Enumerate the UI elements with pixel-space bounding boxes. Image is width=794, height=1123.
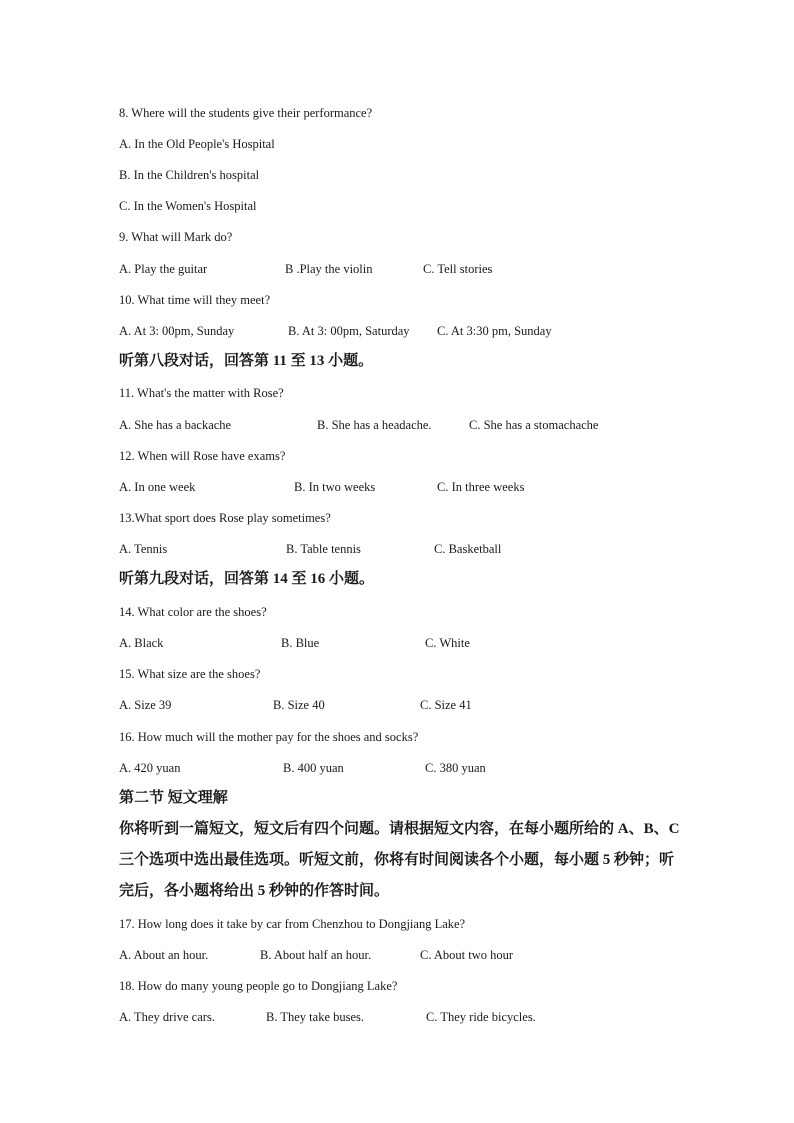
part-2-instructions: 你将听到一篇短文，短文后有四个问题。请根据短文内容，在每小题所给的 A、B、C 三个选项中选出最佳选项。听短文前，你将有时间阅读各个小题，每小题 5 秒钟；听完后，各小题将给出 5 秒钟的作答时间。 — [119, 821, 680, 899]
question-11-option-c: C. She has a stomachache — [469, 418, 599, 432]
question-8-option-b: B. In the Children's hospital — [119, 168, 260, 182]
question-8-option-a: A. In the Old People's Hospital — [119, 137, 275, 151]
question-9-option-a: A. Play the guitar — [119, 262, 208, 276]
question-16-option-a: A. 420 yuan — [119, 761, 181, 775]
part-2-heading: 第二节 短文理解 — [119, 790, 228, 806]
question-10-option-a: A. At 3: 00pm, Sunday — [119, 324, 235, 338]
question-10: 10. What time will they meet? — [119, 293, 271, 307]
question-12: 12. When will Rose have exams? — [119, 449, 286, 463]
question-18-option-c: C. They ride bicycles. — [426, 1010, 536, 1024]
question-8-option-c: C. In the Women's Hospital — [119, 199, 257, 213]
question-15-option-b: B. Size 40 — [273, 698, 325, 712]
question-15-option-c: C. Size 41 — [420, 698, 472, 712]
question-16-option-b: B. 400 yuan — [283, 761, 344, 775]
question-18: 18. How do many young people go to Dongjiang Lake? — [119, 979, 398, 993]
question-14-option-a: A. Black — [119, 636, 164, 650]
section-8-heading: 听第八段对话，回答第 11 至 13 小题。 — [119, 353, 374, 369]
question-16-option-c: C. 380 yuan — [425, 761, 486, 775]
question-14: 14. What color are the shoes? — [119, 605, 267, 619]
question-18-option-a: A. They drive cars. — [119, 1010, 215, 1024]
question-10-option-b: B. At 3: 00pm, Saturday — [288, 324, 410, 338]
question-18-option-b: B. They take buses. — [266, 1010, 365, 1024]
question-12-option-a: A. In one week — [119, 480, 196, 494]
section-9-heading: 听第九段对话，回答第 14 至 16 小题。 — [119, 571, 375, 587]
question-9: 9. What will Mark do? — [119, 230, 233, 244]
question-17: 17. How long does it take by car from Chenzhou to Dongjiang Lake? — [119, 917, 466, 931]
question-13-option-c: C. Basketball — [434, 542, 502, 556]
question-12-options — [119, 479, 719, 495]
question-10-options — [119, 323, 719, 339]
question-15: 15. What size are the shoes? — [119, 667, 261, 681]
question-13-options — [119, 541, 719, 557]
question-14-option-c: C. White — [425, 636, 470, 650]
question-15-option-a: A. Size 39 — [119, 698, 172, 712]
question-8: 8. Where will the students give their performance? — [119, 106, 373, 120]
question-11-option-a: A. She has a backache — [119, 418, 232, 432]
question-17-option-b: B. About half an hour. — [260, 948, 372, 962]
question-11-option-b: B. She has a headache. — [317, 418, 432, 432]
question-17-option-c: C. About two hour — [420, 948, 514, 962]
question-14-options — [119, 635, 719, 651]
question-16-options — [119, 760, 719, 776]
question-17-option-a: A. About an hour. — [119, 948, 209, 962]
question-17-options — [119, 947, 719, 963]
question-9-option-b: B .Play the violin — [285, 262, 373, 276]
question-16: 16. How much will the mother pay for the shoes and socks? — [119, 730, 419, 744]
question-12-option-c: C. In three weeks — [437, 480, 525, 494]
question-13-option-a: A. Tennis — [119, 542, 168, 556]
question-9-options — [119, 261, 719, 277]
question-9-option-c: C. Tell stories — [423, 262, 493, 276]
question-11: 11. What's the matter with Rose? — [119, 386, 284, 400]
question-11-options — [119, 417, 719, 433]
question-14-option-b: B. Blue — [281, 636, 320, 650]
question-13: 13.What sport does Rose play sometimes? — [119, 511, 331, 525]
question-10-option-c: C. At 3:30 pm, Sunday — [437, 324, 552, 338]
question-12-option-b: B. In two weeks — [294, 480, 376, 494]
question-15-options — [119, 697, 719, 713]
question-18-options — [119, 1009, 719, 1025]
question-13-option-b: B. Table tennis — [286, 542, 361, 556]
